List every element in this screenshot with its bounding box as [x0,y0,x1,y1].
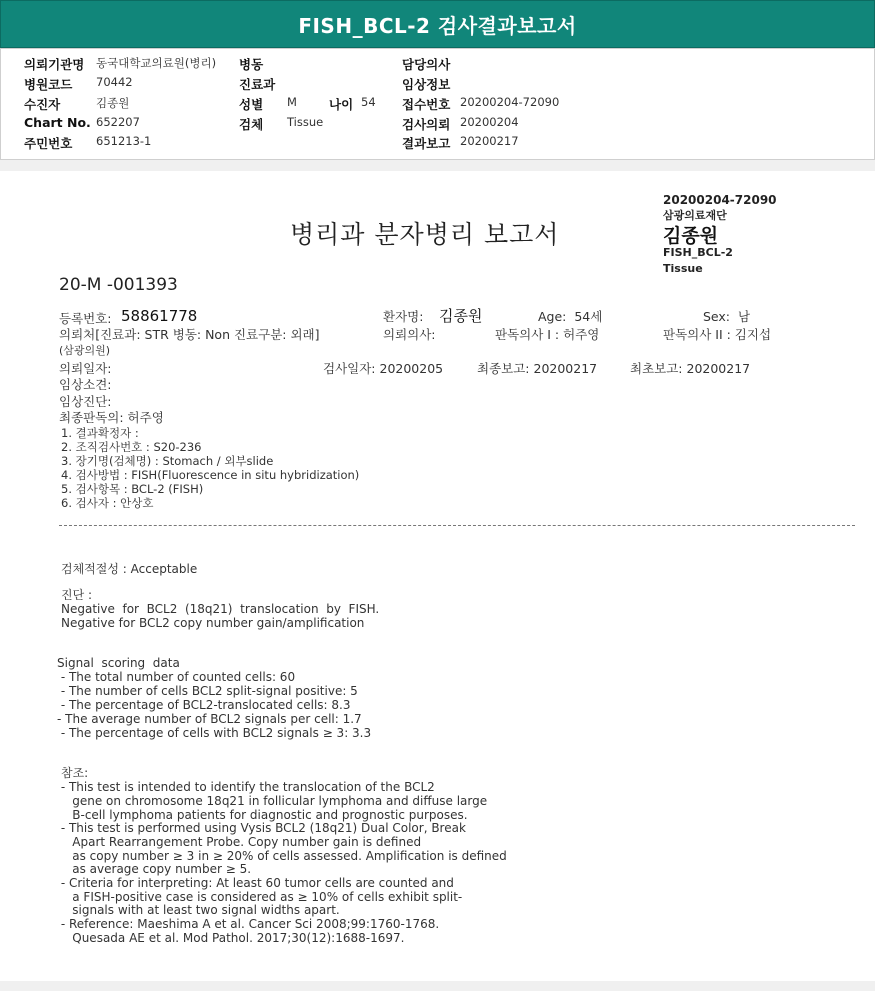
reference-line-9: a FISH-positive case is considered as ≥ 10% of cells exhibit split- [57,890,463,904]
corner-name: 김종원 [663,225,719,247]
reference-line-5: Apart Rearrangement Probe. Copy number gain is defined [57,835,422,849]
test-item-1: 1. 결과확정자 : [61,426,139,440]
corner-test: FISH_BCL-2 [663,246,733,259]
test-item-3: 3. 장기명(검체명) : Stomach / 외부slide [61,454,274,468]
reference-line-10: signals with at least two signal widths apart. [57,903,340,917]
signal-line-4: - The average number of BCL2 signals per cell: 1.7 [57,712,362,726]
reference-line-4: - This test is performed using Vysis BCL2 (18q21) Dual Color, Break [57,821,466,835]
test-item-4: 4. 검사방법 : FISH(Fluorescence in situ hybridization) [61,468,360,482]
receipt-value: 20200204-72090 [460,95,560,109]
reader-2: 판독의사 II : 김지섭 [663,327,772,342]
resident-label: 주민번호 [24,136,73,151]
reference-line-12: Quesada AE et al. Mod Pathol. 2017;30(12):1688-1697. [57,931,405,945]
doctor-label: 담당의사 [402,57,451,72]
sex-value: M [287,95,297,109]
corner-org: 삼광의료재단 [663,209,727,222]
clinical-info-label: 임상정보 [402,77,451,92]
signal-line-2: - The number of cells BCL2 split-signal positive: 5 [57,684,358,698]
reference-line-2: gene on chromosome 18q21 in follicular lymphoma and diffuse large [57,794,488,808]
resident-value: 651213-1 [96,134,152,148]
referrer: 의뢰처[진료과: STR 병동: Non 진료구분: 외래] [59,327,320,342]
signal-title: Signal scoring data [57,656,180,670]
hospital-code-value: 70442 [96,75,133,89]
patient-name: 김종원 [439,307,483,325]
specimen-value: Tissue [287,115,324,129]
signal-line-5: - The percentage of cells with BCL2 signals ≥ 3: 3.3 [57,726,372,740]
reference-line-11: - Reference: Maeshima A et al. Cancer Sci 2008;99:1760-1768. [57,917,440,931]
institution-value: 동국대학교의료원(병리) [96,56,217,70]
reference-line-6: as copy number ≥ 3 in ≥ 20% of cells assessed. Amplification is defined [57,849,507,863]
request-label: 검사의뢰 [402,117,451,132]
reference-line-3: B-cell lymphoma patients for diagnostic and prognostic purposes. [57,808,468,822]
sex-text: Sex: 남 [703,309,751,324]
final-report-date: 최종보고: 20200217 [477,361,598,376]
patient-label: 수진자 [24,97,61,112]
signal-line-1: - The total number of counted cells: 60 [57,670,296,684]
test-date: 검사일자: 20200205 [323,361,444,376]
corner-specimen: Tissue [663,262,703,275]
reference-line-1: - This test is intended to identify the translocation of the BCL2 [57,780,435,794]
clinical-finding: 임상소견: [59,377,112,392]
test-item-5: 5. 검사항목 : BCL-2 (FISH) [61,482,204,496]
age-text: Age: 54세 [538,309,603,324]
report-header [0,48,875,160]
age-value: 54 [361,95,376,109]
specimen-adequacy: 검체적절성 : Acceptable [61,562,198,576]
diagnosis-label: 진단 : [61,588,93,602]
scanned-report [13,171,875,981]
reference-line-8: - Criteria for interpreting: At least 60 tumor cells are counted and [57,876,454,890]
sex-label: 성별 [239,97,264,112]
hospital-code-label: 병원코드 [24,77,73,92]
case-number: 20-M -001393 [59,275,178,295]
reader-1: 판독의사 I : 허주영 [495,327,600,342]
patient-name-label: 환자명: [383,309,424,324]
dashed-divider [59,525,855,526]
separator [0,160,875,171]
page-title: FISH_BCL-2 검사결과보고서 [0,0,875,48]
receipt-label: 접수번호 [402,97,451,112]
institution-label: 의뢰기관명 [24,57,85,72]
patient-value: 김종원 [96,96,130,110]
report-title: 병리과 분자병리 보고서 [290,220,560,249]
chart-label: Chart No. [24,115,91,130]
age-label: 나이 [329,97,354,112]
ref-place: (삼광의원) [59,344,111,357]
dept-label: 진료과 [239,77,276,92]
reg-label: 등록번호: [59,311,112,326]
signal-line-3: - The percentage of BCL2-translocated cells: 8.3 [57,698,351,712]
report-date-label: 결과보고 [402,136,451,151]
first-report-date: 최초보고: 20200217 [630,361,751,376]
ref-date: 의뢰일자: [59,361,112,376]
ref-doctor: 의뢰의사: [383,327,436,342]
ward-label: 병동 [239,57,264,72]
diagnosis-line-1: Negative for BCL2 (18q21) translocation by FISH. [61,602,380,616]
reg-number: 58861778 [121,307,198,325]
specimen-label: 검체 [239,117,264,132]
final-reader: 최종판독의: 허주영 [59,410,164,425]
corner-id: 20200204-72090 [663,193,777,207]
clinical-diagnosis: 임상진단: [59,394,112,409]
test-item-6: 6. 검사자 : 안상호 [61,496,154,510]
bottom-margin [0,981,875,991]
reference-line-7: as average copy number ≥ 5. [57,862,252,876]
reference-title: 참조: [61,766,89,780]
report-date-value: 20200217 [460,134,519,148]
chart-value: 652207 [96,115,140,129]
test-item-2: 2. 조직검사번호 : S20-236 [61,440,202,454]
request-value: 20200204 [460,115,519,129]
diagnosis-line-2: Negative for BCL2 copy number gain/amplification [61,616,365,630]
